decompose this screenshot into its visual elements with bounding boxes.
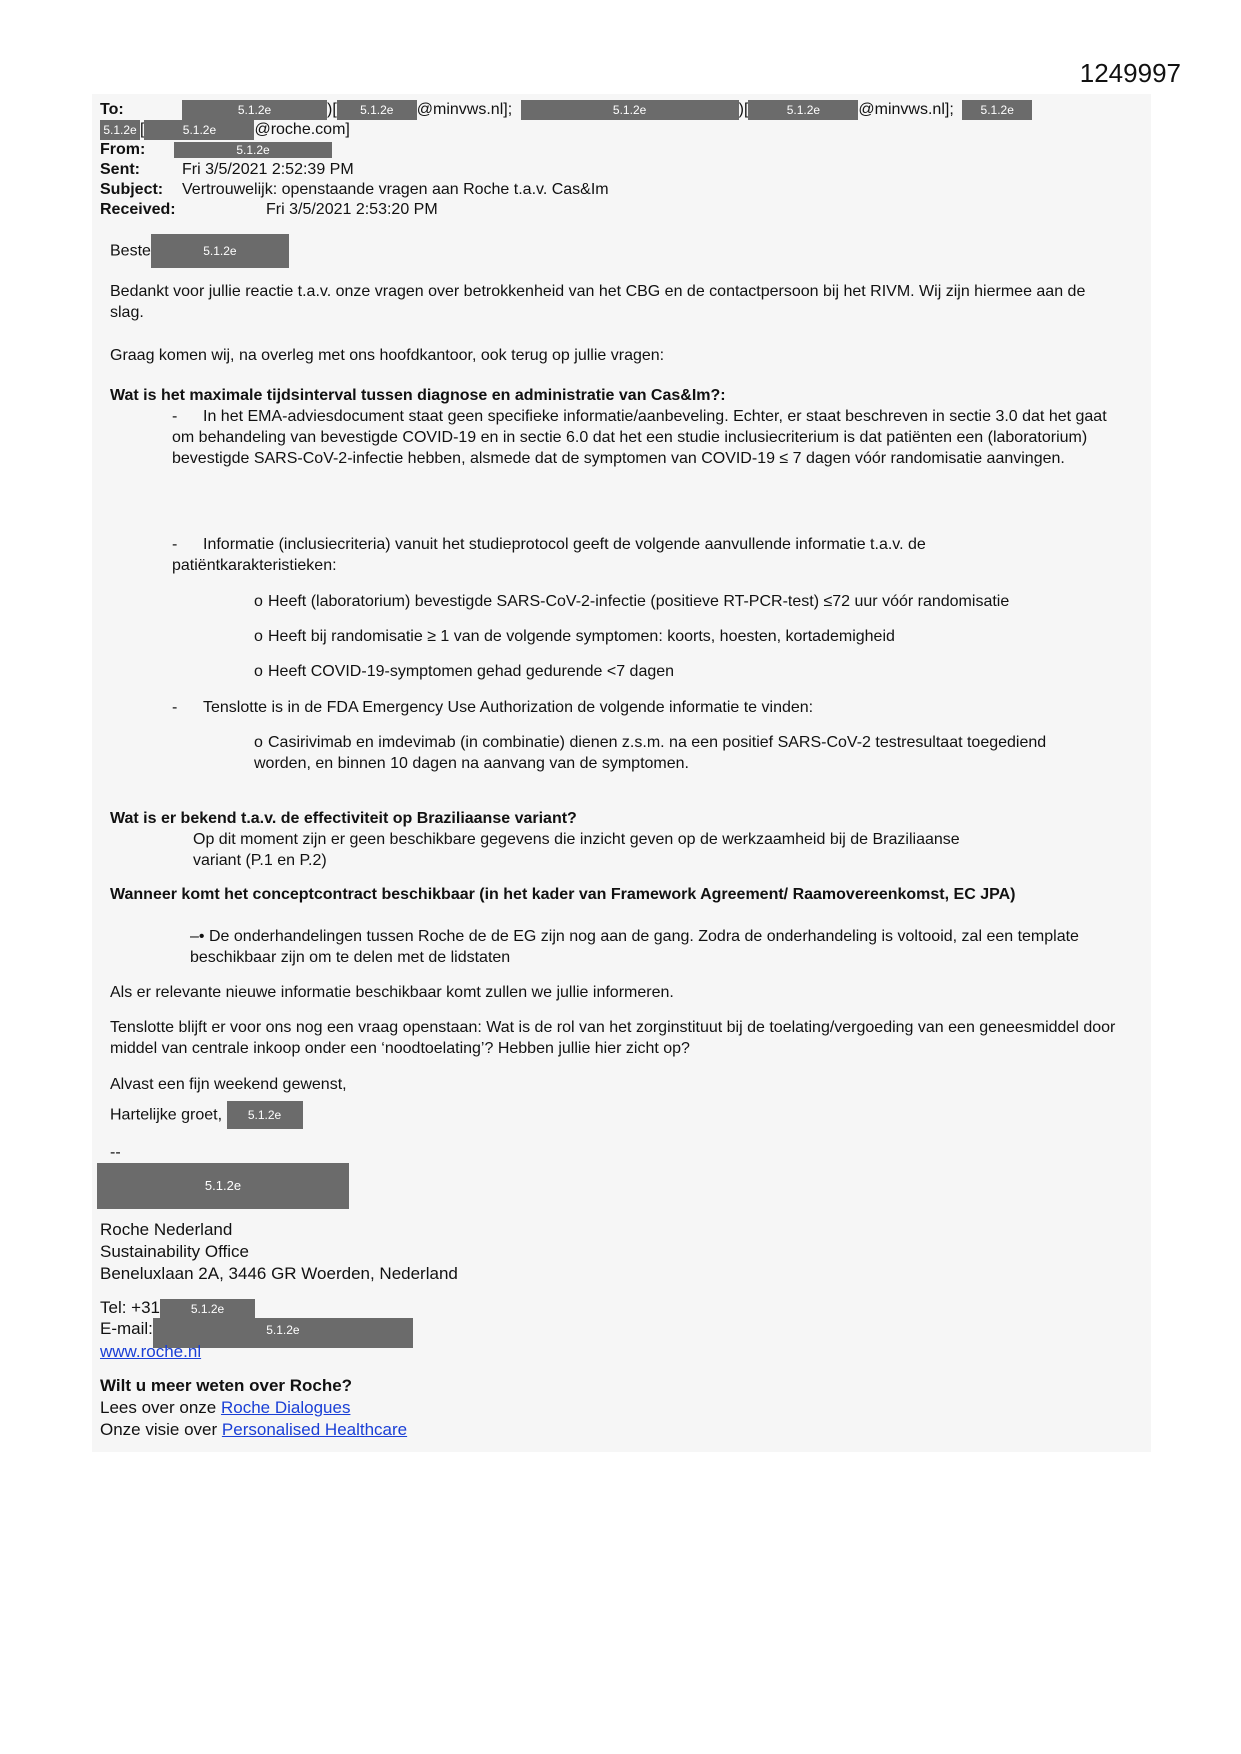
company-name: Roche Nederland [100,1220,233,1239]
to-line-2 [100,120,350,140]
sent-value: Fri 3/5/2021 2:52:39 PM [182,161,354,178]
paragraph: Alvast een fijn weekend gewenst, [110,1076,347,1093]
to-line [100,100,1032,120]
received-line [100,200,438,220]
redaction: 5.1.2e [962,100,1032,120]
redaction: 5.1.2e [748,100,858,120]
roche-dialogues-link[interactable]: Roche Dialogues [220,1398,351,1417]
redaction: 5.1.2e [227,1101,303,1129]
subject-value: Vertrouwelijk: openstaande vragen aan Roche t.a.v. Cas&Im [182,181,609,198]
question-heading: Wat is het maximale tijdsinterval tussen diagnose en administratie van Cas&Im?: [110,387,726,404]
paragraph: Tenslotte blijft er voor ons nog een vraag openstaan: Wat is de rol van het zorginstituut bij de toelating/vergoeding van een geneesmiddel door middel van centrale inkoop onder een ‘noodtoelating’? Hebben jullie hier zicht op? [110,1019,1116,1057]
subject-label: Subject: [100,181,164,198]
email-domain: @minvws.nl]; [416,101,513,119]
sub-item: Heeft bij randomisatie ≥ 1 van de volgende symptomen: koorts, hoesten, kortademigheid [268,628,895,645]
document-number: 1249997 [1079,58,1181,88]
redaction: 5.1.2e [182,100,327,120]
paragraph: Als er relevante nieuwe informatie beschikbaar komt zullen we jullie informeren. [110,984,674,1001]
dialogues-line [100,1397,350,1419]
dash-bullet: - [172,536,178,553]
closing [110,1101,303,1131]
sub-item: Heeft COVID-19-symptomen gehad gedurende <7 dagen [268,663,675,680]
redaction: 5.1.2e [337,100,417,120]
healthcare-line [100,1419,407,1441]
website-link[interactable]: www.roche.nl [100,1342,202,1361]
more-heading: Wilt u meer weten over Roche? [100,1376,353,1395]
redaction: 5.1.2e [100,120,140,140]
received-value: Fri 3/5/2021 2:53:20 PM [266,201,438,218]
answer-text: Informatie (inclusiecriteria) vanuit het studieprotocol geeft de volgende aanvullende informatie t.a.v. de patiëntkarakteristieken: [172,536,926,574]
question-heading: Wanneer komt het conceptcontract beschikbaar (in het kader van Framework Agreement/ Raamovereenkomst, EC JPA) [110,886,1016,903]
sent-line [100,160,354,180]
circle-bullet: o [254,663,263,680]
greeting [110,234,289,268]
question-heading: Wat is er bekend t.a.v. de effectiviteit op Braziliaanse variant? [110,810,577,827]
dash-bullet: - [172,699,178,716]
redaction: 5.1.2e [151,234,289,268]
department: Sustainability Office [100,1242,249,1261]
dash-bullet: - [172,408,178,425]
answer-text: Tenslotte is in de FDA Emergency Use Authorization de volgende informatie te vinden: [203,699,814,716]
subject-line [100,180,609,200]
redaction: 5.1.2e [174,142,332,158]
tel-line [100,1297,255,1319]
email-domain: @roche.com] [254,121,350,139]
bracket: [ [140,121,145,139]
answer-text: De onderhandelingen tussen Roche de de EG zijn nog aan de gang. Zodra de onderhandeling is voltooid, zal een template beschikbaar zijn om te delen met de lidstaten [190,928,1079,966]
redaction: 5.1.2e [153,1318,413,1348]
redaction: 5.1.2e [144,120,254,140]
personalised-healthcare-link[interactable]: Personalised Healthcare [221,1420,408,1439]
redaction: 5.1.2e [160,1299,255,1319]
dash-bullet: –• [190,928,205,945]
tel-label: Tel: +31 [100,1298,161,1317]
bracket: )[ [327,101,337,119]
to-label: To: [100,101,124,119]
bracket: )[ [738,101,749,119]
paragraph: Graag komen wij, na overleg met ons hoofdkantoor, ook terug op jullie vragen: [110,347,665,364]
answer-text: In het EMA-adviesdocument staat geen specifieke informatie/aanbeveling. Echter, er staat beschreven in sectie 3.0 dat het gaat om behandeling van bevestigde COVID-19 en in sectie 6.0 dat het een studie inclusiecriterium is dat patiënten een (laboratorium) bevestigde SARS-CoV-2-infectie hebben, alsmede dat de symptomen van COVID-19 ≤ 7 dagen vóór randomisatie aanvingen. [172,408,1107,467]
sent-label: Sent: [100,161,140,178]
signature-separator: -- [110,1144,121,1161]
redaction: 5.1.2e [521,100,739,120]
paragraph: Bedankt voor jullie reactie t.a.v. onze vragen over betrokkenheid van het CBG en de contactpersoon bij het RIVM. Wij zijn hiermee aan de slag. [110,283,1086,321]
redaction: 5.1.2e [97,1163,349,1209]
from-label: From: [100,141,146,158]
received-label: Received: [100,201,176,218]
circle-bullet: o [254,593,263,610]
dialogues-prefix: Lees over onze [100,1398,217,1417]
sub-item: Casirivimab en imdevimab (in combinatie) dienen z.s.m. na een positief SARS-CoV-2 testresultaat toegediend worden, en binnen 10 dagen na aanvang van de symptomen. [254,734,1047,772]
address: Beneluxlaan 2A, 3446 GR Woerden, Nederland [100,1264,458,1283]
circle-bullet: o [254,628,263,645]
from-line [100,140,332,160]
closing-text: Hartelijke groet, [110,1106,223,1124]
circle-bullet: o [254,734,263,751]
answer-text: Op dit moment zijn er geen beschikbare gegevens die inzicht geven op de werkzaamheid bij de Braziliaanse variant (P.1 en P.2) [193,831,960,869]
healthcare-prefix: Onze visie over [100,1420,218,1439]
email-label: E-mail: [100,1319,153,1338]
greeting-text: Beste [110,242,151,260]
email-domain: @minvws.nl]; [858,101,954,119]
sub-item: Heeft (laboratorium) bevestigde SARS-CoV-2-infectie (positieve RT-PCR-test) ≤72 uur vóór randomisatie [268,593,1010,610]
